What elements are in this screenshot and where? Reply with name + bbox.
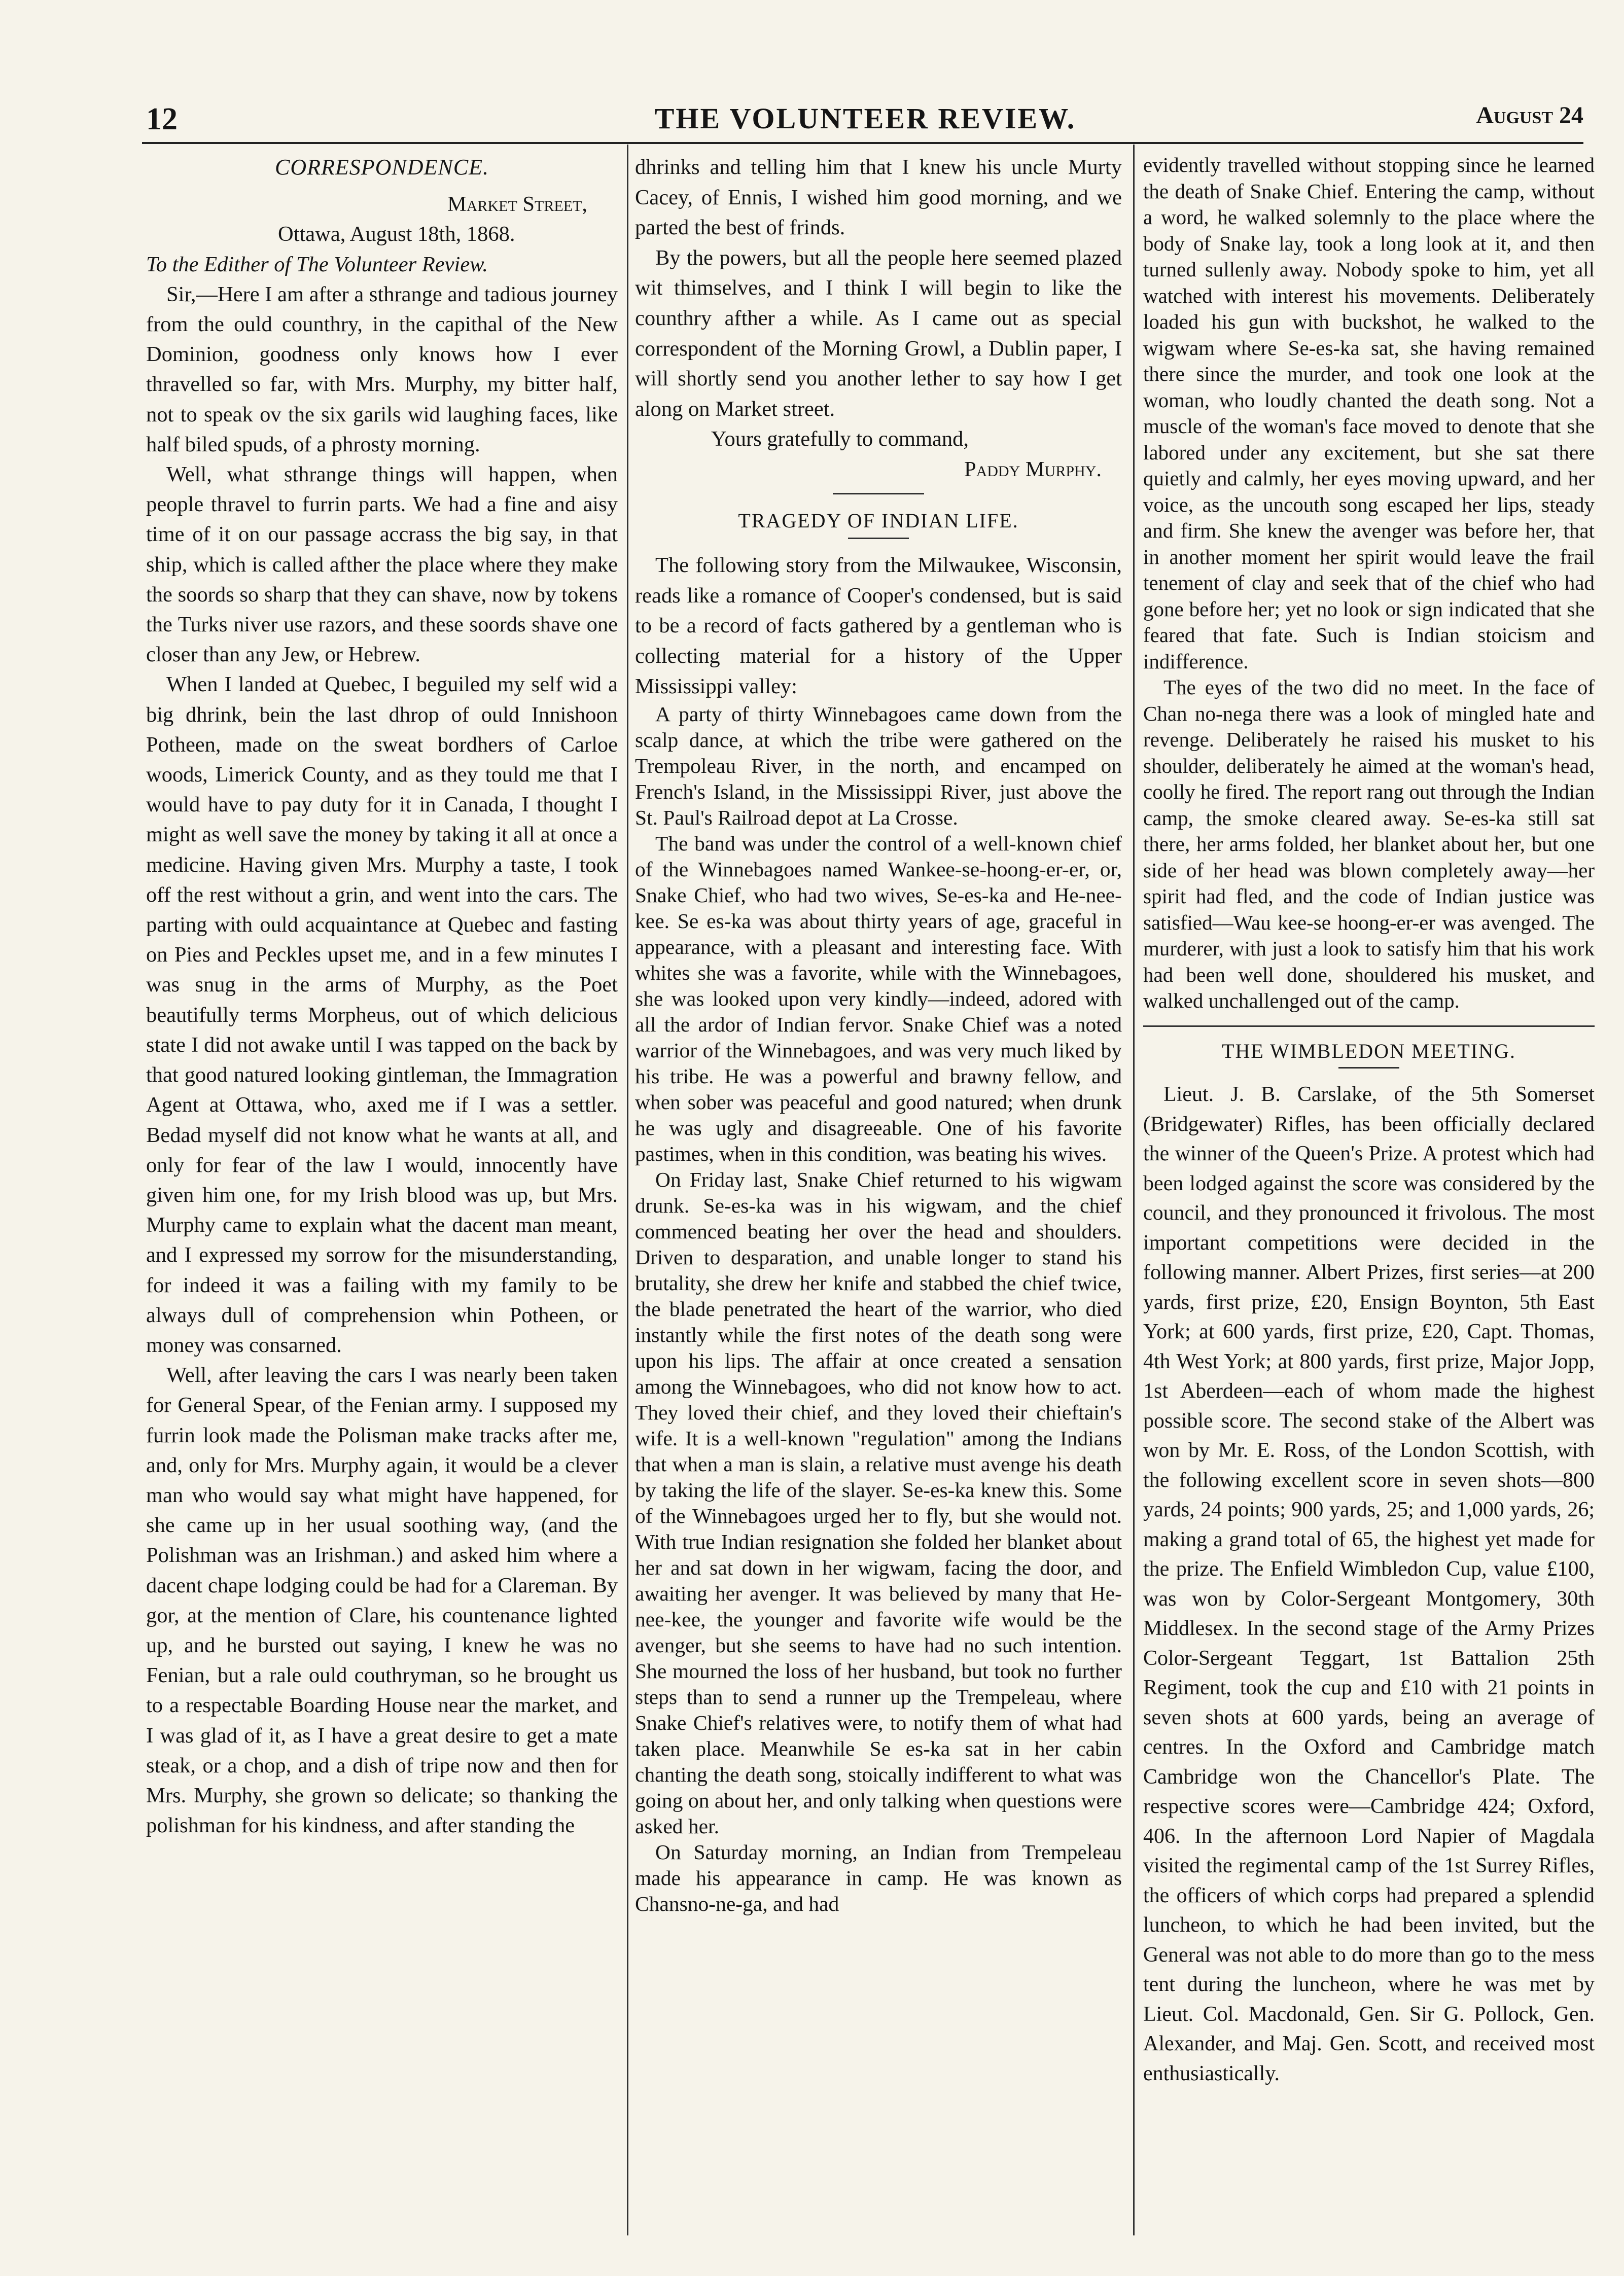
section-title: CORRESPONDENCE.	[275, 155, 489, 180]
column-3	[1143, 152, 1595, 2235]
section-divider	[833, 493, 924, 494]
article-paragraph: evidently travelled without stopping since he learned the death of Snake Chief. Entering the camp, without a word, he walked solemnly to the place where the body of Snake lay, took a long look at it, and then turned sullenly away. Nobody spoke to him, yet all watched with interest his movements. Deliberately loaded his gun with buckshot, he walked to the wigwam where Se-es-ka sat, she having remained there since the murder, and took one look at the woman, who loudly chanted the death song. Not a muscle of the woman's face moved to denote that she labored under any excitement, but she sat there quietly and calmly, her eyes moving upward, and her voice, as the uncouth song escaped her lips, steady and firm. She knew the avenger was before her, that in another moment her spirit would leave the frail tenement of clay and seek that of the chief who had gone before her; yet no look or sign indicated that she feared that fate. Such is Indian stoicism and indifference.	[1143, 153, 1595, 673]
letter-address: Market Street,	[447, 192, 587, 217]
letter-paragraph: Well, what sthrange things will happen, when people thravel to furrin parts. We had a fine and aisy time of it on our passage accrass the big say, in that ship, which is called afther the place where they make the soords so sharp that they can shave, now by tokens the Turks niver use razors, and these soords shave one closer than any Jew, or Hebrew.	[146, 463, 618, 667]
letter-paragraph: By the powers, but all the people here seemed plazed wit thimselves, and I think I will begin to like the counthry afther a while. As I came out as special correspondent of the Morning Growl, a Dublin paper, I will shortly send you another lether to say how I get along on Market street.	[635, 245, 1122, 421]
column-1	[146, 152, 618, 2235]
column-divider	[1133, 145, 1135, 2235]
letter-signature: Paddy Murphy.	[964, 457, 1102, 481]
letter-closing: Yours gratefully to command,	[711, 427, 969, 451]
article-title: TRAGEDY OF INDIAN LIFE.	[738, 509, 1019, 532]
article-paragraph: A party of thirty Winnebagoes came down from the scalp dance, at which the tribe were gathered on the Trempoleau River, in the north, and encamped on French's Island, in the Mississippi River, just above the St. Paul's Railroad depot at La Crosse.	[635, 702, 1122, 830]
section-divider	[848, 538, 909, 539]
header-rule	[142, 142, 1583, 144]
column-divider	[627, 145, 628, 2235]
section-divider	[1338, 1067, 1399, 1069]
article-paragraph: On Saturday morning, an Indian from Trempeleau made his appearance in camp. He was known as Chansno-ne-ga, and had	[635, 1840, 1122, 1916]
letter-paragraph: dhrinks and telling him that I knew his uncle Murty Cacey, of Ennis, I wished him good morning, and we parted the best of frinds.	[635, 155, 1122, 240]
letter-paragraph: Well, after leaving the cars I was nearly been taken for General Spear, of the Fenian army. I supposed my furrin look made the Polisman make tracks after me, and, only for Mrs. Murphy again, it would be a clever man who would say what might have happened, for she came up in her usual soothing way, (and the Polishman was an Irishman.) and asked him where a dacent chape lodging could be had for a Clareman. By gor, at the mention of Clare, his countenance lighted up, and he bursted out saying, I knew he was no Fenian, but a rale ould couthryman, so he brought us to a respectable Boarding House near the market, and I was glad of it, as I have a great desire to get a mate steak, or a chop, and a dish of tripe now and then for Mrs. Murphy, she grown so delicate; so thanking the polishman for his kindness, and after standing the	[146, 1363, 618, 1838]
article-paragraph: The eyes of the two did no meet. In the face of Chan no-nega there was a look of mingled hate and revenge. Deliberately he raised his musket to his shoulder, deliberately he aimed at the woman's head, coolly he fired. The report rang out through the Indian camp, the smoke cleared away. Se-es-ka still sat there, her arms folded, her blanket about her, but one side of her head was blown completely away—her spirit had fled, and the code of Indian justice was satisfied—Wau kee-se hoong-er-er was avenged. The murderer, with just a look to satisfy him that his work had been well done, shouldered his musket, and walked unchallenged out of the camp.	[1143, 675, 1595, 1012]
journal-title: THE VOLUNTEER REVIEW.	[654, 102, 1076, 135]
article-paragraph: The band was under the control of a well-known chief of the Winnebagoes named Wankee-se-hoong-er-er, or, Snake Chief, who had two wives, Se-es-ka and He-nee-kee. Se es-ka was about thirty years of age, graceful in appearance, with a pleasant and interesting face. With whites she was a favorite, while with the Winnebagoes, she was looked upon very kindly—indeed, adored with all the ardor of Indian fervor. Snake Chief was a noted warrior of the Winnebagoes, and was very much liked by his tribe. He was a powerful and brawny fellow, and when sober was peaceful and good natured; when drunk he was ugly and disagreeable. One of his favorite pastimes, when in this condition, was beating his wives.	[635, 832, 1122, 1166]
letter-paragraph: Sir,—Here I am after a sthrange and tadious journey from the ould counthry, in the capithal of the New Dominion, goodness only knows how I ever thravelled so far, with Mrs. Murphy, my bitter half, not to speak ov the six garils wid laughing faces, like half biled spuds, of a phrosty morning.	[146, 282, 618, 456]
article-paragraph: Lieut. J. B. Carslake, of the 5th Somerset (Bridgewater) Rifles, has been officially declared the winner of the Queen's Prize. A protest which had been lodged against the score was considered by the council, and they pronounced it frivolous. The most important competitions were decided in the following manner. Albert Prizes, first series—at 200 yards, first prize, £20, Ensign Boynton, 5th East York; at 600 yards, first prize, £20, Capt. Thomas, 4th West York; at 800 yards, first prize, Major Jopp, 1st Aberdeen—each of whom made the highest possible score. The second stake of the Albert was won by Mr. E. Ross, of the London Scottish, with the following excellent score in seven shots—800 yards, 24 points; 900 yards, 25; and 1,000 yards, 26; making a grand total of 65, the highest yet made for the prize. The Enfield Wimbledon Cup, value £100, was won by Color-Sergeant Montgomery, 30th Middlesex. In the second stage of the Army Prizes Color-Sergeant Teggart, 1st Battalion 25th Regiment, took the cup and £10 with 21 points in seven shots at 600 yards, being an average of centres. In the Oxford and Cambridge match Cambridge won the Chancellor's Plate. The respective scores were—Cambridge 424; Oxford, 406. In the afternoon Lord Napier of Magdala visited the regimental camp of the 1st Surrey Rifles, the officers of which corps had prepared a splendid luncheon, to which he had been invited, but the General was not able to do more than go to the mess tent during the luncheon, where he was met by Lieut. Col. Macdonald, Gen. Sir G. Pollock, Gen. Alexander, and Maj. Gen. Scott, and received most enthusiastically.	[1143, 1083, 1595, 2085]
letter-paragraph: When I landed at Quebec, I beguiled my self wid a big dhrink, bein the last dhrop of ould Innishoon Potheen, made on the sweat bordhers of Carloe woods, Limerick County, and as they tould me that I would have to pay duty for it in Canada, I thought I might as well save the money by taking it all at once a medicine. Having given Mrs. Murphy a taste, I took off the rest without a grin, and went into the cars. The parting with ould acquaintance at Quebec and fasting on Pies and Peckles upset me, and in a few minutes I was snug in the arms of Murphy, as the Poet beautifully terms Morpheus, out of which delicious state I did not awake until I was tapped on the back by that good natured looking gintleman, the Immagration Agent at Ottawa, who, axed me if I was a settler. Bedad myself did not know what he wants at all, and only for fear of the law I would, innocently have given him one, for my Irish blood was up, but Mrs. Murphy came to explain what the dacent man meant, and I expressed my sorrow for the misunderstanding, for indeed it was a failing with my family to be always dull of comprehension whin Potheen, or money was consarned.	[146, 672, 618, 1357]
letter-salutation: To the Edither of The Volunteer Review.	[146, 252, 488, 276]
page-number: 12	[146, 102, 178, 136]
article-title: THE WIMBLEDON MEETING.	[1222, 1039, 1516, 1062]
section-divider	[1143, 1025, 1595, 1027]
page-header	[137, 96, 1594, 142]
article-intro: The following story from the Milwaukee, Wisconsin, reads like a romance of Cooper's condensed, but is said to be a record of facts gathered by a gentleman who is collecting material for a history of the Upper Mississippi valley:	[635, 553, 1122, 698]
letter-date: Ottawa, August 18th, 1868.	[278, 222, 515, 246]
issue-date: August 24	[1476, 102, 1583, 129]
column-2	[635, 152, 1122, 2235]
article-paragraph: On Friday last, Snake Chief returned to his wigwam drunk. Se-es-ka was in his wigwam, and the chief commenced beating her over the head and shoulders. Driven to desparation, and unable longer to stand his brutality, she drew her knife and stabbed the chief twice, the blade penetrated the heart of the warrior, who died instantly while the first notes of the death song were upon his lips. The affair at once created a sensation among the Winnebagoes, who did not know how to act. They loved their chief, and they loved their chieftain's wife. It is a well-known "regulation" among the Indians that when a man is slain, a relative must avenge his death by taking the life of the slayer. Se-es-ka knew this. Some of the Winnebagoes urged her to fly, but she would not. With true Indian resignation she folded her blanket about her and sat down in her wigwam, facing the door, and awaiting her avenger. It was believed by many that He-nee-kee, the younger and favorite wife would be the avenger, but she seems to have had no such intention. She mourned the loss of her husband, but took no further steps than to send a runner up the Trempeleau, where Snake Chief's relatives were, to notify them of what had taken place. Meanwhile Se es-ka sat in her cabin chanting the death song, stoically indifferent to what was going on about her, and only talking when questions were asked her.	[635, 1168, 1122, 1838]
